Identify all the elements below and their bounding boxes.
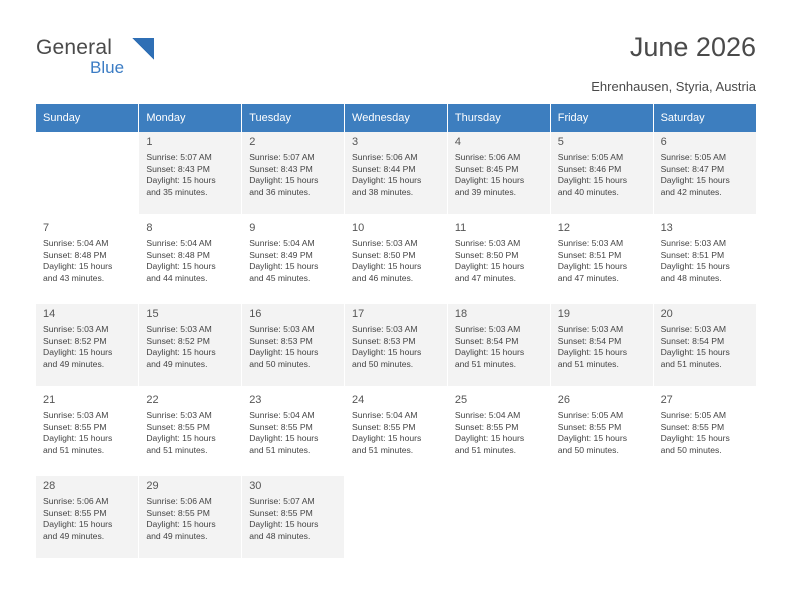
day-info-line: Sunrise: 5:03 AM [352, 238, 418, 248]
day-info-line: and 48 minutes. [249, 530, 311, 541]
day-number: 2 [249, 136, 256, 148]
day-info-line: Sunrise: 5:03 AM [43, 410, 109, 420]
day-info-line: Daylight: 15 hours [660, 175, 730, 186]
day-info-line: Sunset: 8:55 PM [557, 421, 622, 432]
day-info-line: Sunrise: 5:03 AM [146, 324, 212, 334]
day-info-line: Daylight: 15 hours [43, 519, 113, 530]
day-info-line: and 49 minutes. [146, 530, 208, 541]
day-info-line: Daylight: 15 hours [557, 433, 627, 444]
calendar-day-cell[interactable] [242, 476, 345, 558]
day-info-line: Sunrise: 5:05 AM [557, 410, 624, 420]
day-info-line: and 42 minutes. [660, 186, 722, 197]
day-info-line: Sunrise: 5:06 AM [43, 496, 109, 506]
day-info-line: Daylight: 15 hours [43, 261, 113, 272]
calendar-day-cell[interactable] [447, 218, 550, 300]
weekday-header-tuesday: Tuesday [242, 104, 345, 132]
calendar-day-cell[interactable] [242, 218, 345, 300]
day-info-line: Daylight: 15 hours [454, 175, 525, 186]
calendar-cell-inner [448, 304, 550, 382]
day-info-line: and 51 minutes. [454, 358, 517, 369]
day-info-line: and 48 minutes. [660, 272, 722, 283]
calendar-day-cell[interactable] [447, 390, 550, 472]
day-info-line: Sunset: 8:50 PM [454, 249, 519, 260]
day-number: 12 [557, 222, 570, 234]
day-sun-info [352, 152, 441, 198]
calendar-day-cell[interactable] [242, 304, 345, 386]
day-info-line: and 46 minutes. [352, 272, 414, 283]
day-info-line: Sunset: 8:43 PM [249, 163, 313, 174]
day-sun-info [455, 152, 544, 198]
calendar-cell-inner [242, 390, 344, 468]
weekday-header-row [36, 104, 756, 132]
day-info-line: Sunrise: 5:04 AM [43, 238, 109, 248]
day-sun-info [455, 410, 544, 456]
day-info-line: and 51 minutes. [43, 444, 105, 455]
day-sun-info [352, 238, 441, 284]
day-sun-info [43, 238, 132, 284]
day-sun-info [146, 496, 235, 542]
day-sun-info [455, 324, 544, 370]
day-info-line: Daylight: 15 hours [146, 433, 216, 444]
day-info-line: Sunset: 8:55 PM [249, 421, 313, 432]
day-number: 27 [660, 394, 673, 406]
day-info-line: and 49 minutes. [43, 358, 105, 369]
day-info-line: Sunrise: 5:06 AM [454, 152, 521, 162]
day-info-line: Sunset: 8:54 PM [454, 335, 519, 346]
day-info-line: Daylight: 15 hours [454, 347, 525, 358]
calendar-cell-inner [242, 218, 344, 296]
day-sun-info [249, 410, 338, 456]
calendar-cell-empty [653, 476, 756, 558]
day-number: 19 [557, 308, 570, 320]
month-calendar [36, 104, 756, 558]
day-info-line: Sunrise: 5:06 AM [146, 496, 212, 506]
day-sun-info [43, 410, 132, 456]
calendar-cell-inner [345, 132, 447, 210]
day-info-line: and 47 minutes. [454, 272, 517, 283]
day-info-line: and 38 minutes. [352, 186, 414, 197]
day-number: 4 [454, 136, 461, 148]
day-info-line: Sunrise: 5:03 AM [249, 324, 315, 334]
day-info-line: Sunrise: 5:04 AM [249, 238, 315, 248]
calendar-day-cell[interactable] [345, 132, 448, 214]
day-info-line: Daylight: 15 hours [660, 433, 730, 444]
day-sun-info [352, 410, 441, 456]
day-sun-info [146, 238, 235, 284]
calendar-week-row [36, 304, 756, 386]
page-header [0, 0, 792, 104]
day-sun-info [558, 238, 647, 284]
day-number: 22 [146, 394, 159, 406]
day-info-line: Sunset: 8:43 PM [146, 163, 210, 174]
day-sun-info [661, 238, 750, 284]
day-info-line: Sunset: 8:53 PM [249, 335, 313, 346]
calendar-day-cell[interactable] [139, 132, 242, 214]
day-number: 1 [146, 136, 153, 148]
weekday-header-sunday: Sunday [36, 104, 139, 132]
calendar-day-cell[interactable] [242, 390, 345, 472]
day-info-line: Sunset: 8:47 PM [660, 163, 725, 174]
day-number: 10 [352, 222, 365, 234]
day-sun-info [661, 410, 750, 456]
triangle-flag-icon [132, 38, 154, 60]
day-info-line: Daylight: 15 hours [454, 261, 525, 272]
calendar-day-cell[interactable] [345, 304, 448, 386]
day-info-line: and 51 minutes. [146, 444, 208, 455]
calendar-cell-inner [36, 218, 138, 296]
location-subtitle: Ehrenhausen, Styria, Austria [591, 79, 756, 94]
day-info-line: and 35 minutes. [146, 186, 208, 197]
day-info-line: and 50 minutes. [249, 358, 311, 369]
calendar-cell-inner [654, 218, 756, 296]
day-info-line: and 50 minutes. [557, 444, 619, 455]
day-number: 9 [249, 222, 256, 234]
day-number: 5 [557, 136, 564, 148]
weekday-header-wednesday: Wednesday [345, 104, 448, 132]
calendar-cell-inner [36, 132, 138, 210]
day-info-line: Daylight: 15 hours [557, 175, 627, 186]
day-info-line: Daylight: 15 hours [146, 347, 216, 358]
day-info-line: Sunset: 8:44 PM [352, 163, 416, 174]
day-info-line: Sunrise: 5:04 AM [146, 238, 212, 248]
day-info-line: Sunrise: 5:07 AM [249, 496, 315, 506]
day-sun-info [249, 238, 338, 284]
day-sun-info [558, 324, 647, 370]
calendar-day-cell[interactable] [36, 390, 139, 472]
calendar-body [36, 132, 756, 558]
day-sun-info [352, 324, 441, 370]
day-number: 28 [43, 480, 56, 492]
day-number: 17 [352, 308, 365, 320]
day-sun-info [661, 152, 750, 198]
day-info-line: Sunset: 8:46 PM [557, 163, 622, 174]
day-number: 7 [43, 222, 50, 234]
day-info-line: Sunset: 8:49 PM [249, 249, 313, 260]
day-info-line: Daylight: 15 hours [660, 347, 730, 358]
day-info-line: Sunset: 8:55 PM [43, 421, 107, 432]
calendar-cell-inner [448, 218, 550, 296]
calendar-day-cell[interactable] [36, 304, 139, 386]
day-info-line: Sunrise: 5:05 AM [557, 152, 624, 162]
day-sun-info [558, 410, 647, 456]
day-info-line: Daylight: 15 hours [249, 175, 319, 186]
calendar-day-cell[interactable] [550, 132, 653, 214]
calendar-day-cell[interactable] [36, 476, 139, 558]
calendar-cell-inner [345, 390, 447, 468]
calendar-cell-inner [448, 476, 550, 554]
day-sun-info [661, 324, 750, 370]
day-sun-info [455, 238, 544, 284]
day-info-line: Sunset: 8:48 PM [146, 249, 210, 260]
calendar-cell-inner [139, 390, 241, 468]
calendar-day-cell[interactable] [653, 218, 756, 300]
day-info-line: Sunrise: 5:06 AM [352, 152, 418, 162]
day-number: 29 [146, 480, 159, 492]
calendar-day-cell[interactable] [139, 218, 242, 300]
day-info-line: Daylight: 15 hours [43, 433, 113, 444]
calendar-cell-inner [551, 132, 653, 210]
day-number: 23 [249, 394, 262, 406]
day-info-line: Sunset: 8:55 PM [249, 507, 313, 518]
day-info-line: Sunset: 8:51 PM [660, 249, 725, 260]
calendar-day-cell[interactable] [447, 132, 550, 214]
day-info-line: Sunset: 8:55 PM [660, 421, 725, 432]
day-info-line: Sunrise: 5:04 AM [352, 410, 418, 420]
calendar-cell-empty [550, 476, 653, 558]
calendar-cell-inner [36, 304, 138, 382]
day-info-line: Daylight: 15 hours [352, 347, 422, 358]
weekday-header-thursday: Thursday [447, 104, 550, 132]
day-number: 21 [43, 394, 56, 406]
day-sun-info [146, 410, 235, 456]
calendar-day-cell[interactable] [550, 218, 653, 300]
calendar-cell-inner [448, 390, 550, 468]
day-info-line: and 45 minutes. [249, 272, 311, 283]
day-number: 14 [43, 308, 56, 320]
day-info-line: and 50 minutes. [660, 444, 722, 455]
day-sun-info [249, 324, 338, 370]
day-info-line: Sunset: 8:54 PM [557, 335, 622, 346]
day-info-line: and 43 minutes. [43, 272, 105, 283]
calendar-day-cell[interactable] [550, 390, 653, 472]
day-info-line: Sunset: 8:50 PM [352, 249, 416, 260]
calendar-cell-inner [345, 476, 447, 554]
calendar-day-cell[interactable] [242, 132, 345, 214]
calendar-day-cell[interactable] [139, 390, 242, 472]
day-info-line: Sunrise: 5:03 AM [557, 324, 624, 334]
calendar-day-cell[interactable] [345, 218, 448, 300]
day-info-line: Sunrise: 5:03 AM [352, 324, 418, 334]
day-info-line: Sunrise: 5:04 AM [454, 410, 521, 420]
calendar-day-cell[interactable] [653, 304, 756, 386]
calendar-cell-inner [139, 132, 241, 210]
day-info-line: Sunset: 8:53 PM [352, 335, 416, 346]
day-info-line: Daylight: 15 hours [43, 347, 113, 358]
day-info-line: Sunrise: 5:03 AM [454, 324, 521, 334]
day-info-line: Daylight: 15 hours [557, 261, 627, 272]
calendar-cell-inner [551, 390, 653, 468]
day-info-line: Daylight: 15 hours [352, 175, 422, 186]
day-info-line: and 40 minutes. [557, 186, 619, 197]
calendar-cell-inner [139, 304, 241, 382]
calendar-week-row [36, 476, 756, 558]
day-number: 16 [249, 308, 262, 320]
day-number: 24 [352, 394, 365, 406]
day-info-line: Daylight: 15 hours [249, 261, 319, 272]
day-sun-info [43, 324, 132, 370]
page-title: June 2026 [629, 32, 756, 62]
day-info-line: Sunset: 8:55 PM [146, 421, 210, 432]
day-info-line: and 51 minutes. [352, 444, 414, 455]
calendar-day-cell[interactable] [653, 390, 756, 472]
calendar-cell-inner [448, 132, 550, 210]
calendar-cell-inner [242, 132, 344, 210]
calendar-week-row [36, 390, 756, 472]
calendar-cell-inner [345, 304, 447, 382]
day-sun-info [146, 152, 235, 198]
day-number: 20 [660, 308, 673, 320]
calendar-cell-inner [551, 304, 653, 382]
day-info-line: and 47 minutes. [557, 272, 619, 283]
day-info-line: Sunset: 8:52 PM [43, 335, 107, 346]
day-info-line: Sunset: 8:54 PM [660, 335, 725, 346]
calendar-day-cell[interactable] [653, 132, 756, 214]
day-info-line: and 49 minutes. [43, 530, 105, 541]
day-info-line: Sunset: 8:55 PM [454, 421, 519, 432]
brand-name-primary: General [36, 36, 113, 59]
day-info-line: Sunrise: 5:07 AM [146, 152, 212, 162]
day-number: 13 [660, 222, 673, 234]
calendar-cell-inner [551, 476, 653, 554]
weekday-header-friday: Friday [550, 104, 653, 132]
day-number: 8 [146, 222, 153, 234]
calendar-day-cell[interactable] [139, 476, 242, 558]
day-info-line: Sunset: 8:55 PM [352, 421, 416, 432]
day-info-line: Sunrise: 5:07 AM [249, 152, 315, 162]
day-info-line: Sunset: 8:55 PM [43, 507, 107, 518]
day-info-line: Sunset: 8:45 PM [454, 163, 519, 174]
day-info-line: Sunrise: 5:03 AM [660, 324, 727, 334]
day-info-line: and 51 minutes. [249, 444, 311, 455]
calendar-cell-inner [654, 132, 756, 210]
day-info-line: and 51 minutes. [660, 358, 722, 369]
day-number: 6 [660, 136, 667, 148]
day-info-line: Sunrise: 5:03 AM [43, 324, 109, 334]
calendar-week-row [36, 132, 756, 214]
day-number: 3 [352, 136, 359, 148]
calendar-cell-inner [345, 218, 447, 296]
calendar-cell-empty [36, 132, 139, 214]
calendar-day-cell[interactable] [345, 390, 448, 472]
weekday-header-saturday: Saturday [653, 104, 756, 132]
day-sun-info [249, 152, 338, 198]
day-info-line: Daylight: 15 hours [249, 347, 319, 358]
day-info-line: and 36 minutes. [249, 186, 311, 197]
calendar-cell-empty [345, 476, 448, 558]
day-info-line: Daylight: 15 hours [146, 175, 216, 186]
calendar-day-cell[interactable] [139, 304, 242, 386]
day-info-line: Sunset: 8:55 PM [146, 507, 210, 518]
day-info-line: Sunset: 8:48 PM [43, 249, 107, 260]
day-number: 25 [454, 394, 468, 406]
calendar-cell-inner [242, 476, 344, 554]
weekday-header-monday: Monday [139, 104, 242, 132]
calendar-cell-inner [654, 390, 756, 468]
calendar-cell-inner [242, 304, 344, 382]
day-info-line: and 50 minutes. [352, 358, 414, 369]
day-info-line: Sunrise: 5:04 AM [249, 410, 315, 420]
day-number: 11 [454, 222, 467, 234]
calendar-cell-inner [139, 218, 241, 296]
calendar-day-cell[interactable] [447, 304, 550, 386]
day-info-line: Sunrise: 5:03 AM [146, 410, 212, 420]
brand-name-secondary: Blue [90, 58, 125, 77]
day-info-line: Daylight: 15 hours [352, 261, 422, 272]
day-info-line: Sunset: 8:51 PM [557, 249, 622, 260]
day-number: 15 [146, 308, 159, 320]
day-info-line: Daylight: 15 hours [249, 433, 319, 444]
day-info-line: Sunrise: 5:03 AM [557, 238, 624, 248]
day-sun-info [249, 496, 338, 542]
day-info-line: Daylight: 15 hours [146, 519, 216, 530]
day-info-line: Daylight: 15 hours [249, 519, 319, 530]
day-info-line: Sunrise: 5:05 AM [660, 152, 727, 162]
day-sun-info [43, 496, 132, 542]
calendar-cell-inner [551, 218, 653, 296]
day-info-line: Sunrise: 5:05 AM [660, 410, 727, 420]
day-info-line: Daylight: 15 hours [352, 433, 422, 444]
day-sun-info [146, 324, 235, 370]
calendar-cell-inner [654, 304, 756, 382]
brand-logo [36, 36, 216, 82]
day-number: 26 [557, 394, 570, 406]
day-info-line: Daylight: 15 hours [454, 433, 525, 444]
calendar-cell-inner [654, 476, 756, 554]
day-info-line: Sunrise: 5:03 AM [454, 238, 521, 248]
day-info-line: Daylight: 15 hours [660, 261, 730, 272]
calendar-cell-inner [139, 476, 241, 554]
day-info-line: Sunset: 8:52 PM [146, 335, 210, 346]
day-info-line: and 44 minutes. [146, 272, 208, 283]
day-info-line: Daylight: 15 hours [146, 261, 216, 272]
calendar-cell-inner [36, 390, 138, 468]
day-number: 30 [249, 480, 262, 492]
calendar-day-cell[interactable] [550, 304, 653, 386]
day-sun-info [558, 152, 647, 198]
calendar-week-row [36, 218, 756, 300]
day-info-line: and 49 minutes. [146, 358, 208, 369]
day-info-line: Daylight: 15 hours [557, 347, 627, 358]
calendar-cell-inner [36, 476, 138, 554]
day-info-line: Sunrise: 5:03 AM [660, 238, 727, 248]
day-info-line: and 51 minutes. [454, 444, 517, 455]
calendar-day-cell[interactable] [36, 218, 139, 300]
day-info-line: and 51 minutes. [557, 358, 619, 369]
calendar-cell-empty [447, 476, 550, 558]
day-info-line: and 39 minutes. [454, 186, 517, 197]
day-number: 18 [454, 308, 468, 320]
